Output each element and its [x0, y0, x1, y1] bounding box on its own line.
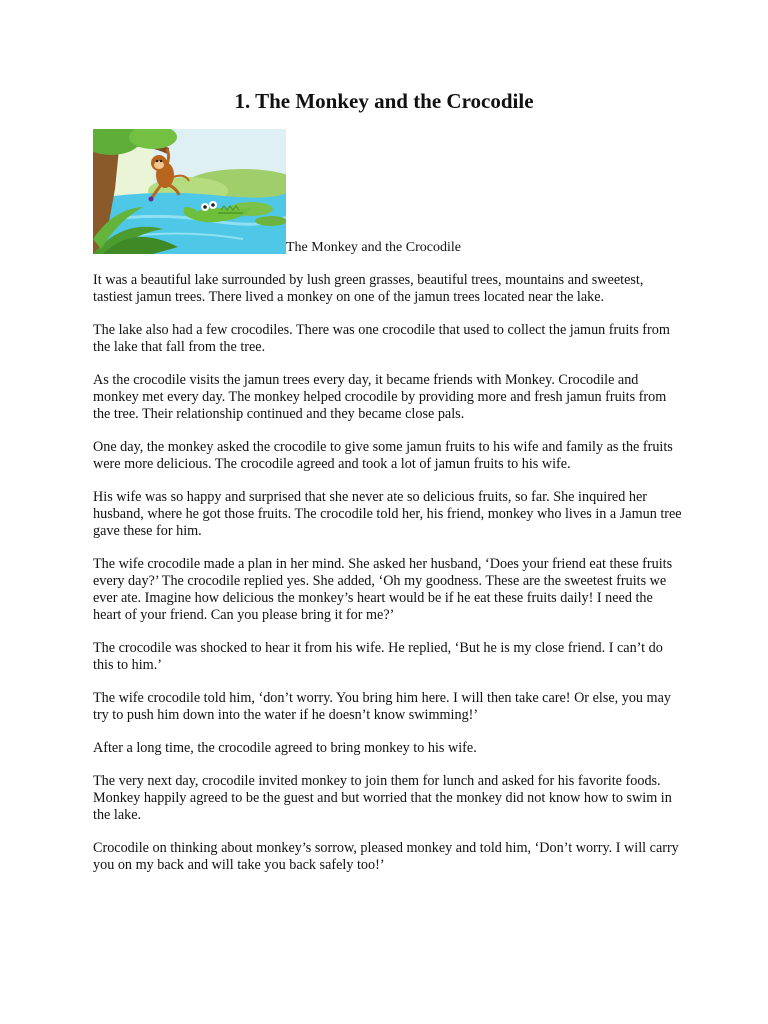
paragraph: His wife was so happy and surprised that she never ate so delicious fruits, so far. She inquired her husband, where he got those fruits. The crocodile told her, his friend, monkey who lives in a Jamun tree gave these for him. [93, 489, 682, 539]
paragraph: Crocodile on thinking about monkey’s sorrow, pleased monkey and told him, ‘Don’t worry. I will carry you on my back and will take you back safely too!’ [93, 840, 679, 873]
story-figure [93, 129, 480, 257]
story-body [93, 272, 683, 890]
paragraph: It was a beautiful lake surrounded by lush green grasses, beautiful trees, mountains and sweetest, tastiest jamun trees. There lived a monkey on one of the jamun trees located near the lake. [93, 272, 644, 305]
paragraph: As the crocodile visits the jamun trees every day, it became friends with Monkey. Crocodile and monkey met every day. The monkey helped crocodile by providing more and fresh jamun fruits from the tree. Their relationship continued and they became close pals. [93, 372, 667, 422]
paragraph: The lake also had a few crocodiles. There was one crocodile that used to collect the jamun fruits from the lake that fall from the tree. [93, 322, 670, 355]
monkey-crocodile-illustration [93, 129, 286, 254]
paragraph: The very next day, crocodile invited monkey to join them for lunch and asked for his favorite foods. Monkey happily agreed to be the guest and but worried that the monkey did not know how to swim in the lake. [93, 773, 672, 823]
paragraph: The wife crocodile told him, ‘don’t worry. You bring him here. I will then take care! Or else, you may try to push him down into the water if he doesn’t know swimming!’ [93, 690, 671, 723]
story-title: 1. The Monkey and the Crocodile [234, 89, 534, 113]
paragraph: After a long time, the crocodile agreed to bring monkey to his wife. [93, 740, 477, 756]
paragraph: The crocodile was shocked to hear it from his wife. He replied, ‘But he is my close friend. I can’t do this to him.’ [93, 640, 663, 673]
paragraph: One day, the monkey asked the crocodile to give some jamun fruits to his wife and family as the fruits were more delicious. The crocodile agreed and took a lot of jamun fruits to his wife. [93, 439, 673, 472]
figure-caption: The Monkey and the Crocodile [286, 240, 461, 255]
paragraph: The wife crocodile made a plan in her mind. She asked her husband, ‘Does your friend eat these fruits every day?’ The crocodile replied yes. She added, ‘Oh my goodness. These are the sweetest fruits we ever ate. Imagine how delicious the monkey’s heart would be if he eat these fruits daily! I need the heart of your friend. Can you please bring it for me?’ [93, 556, 673, 623]
